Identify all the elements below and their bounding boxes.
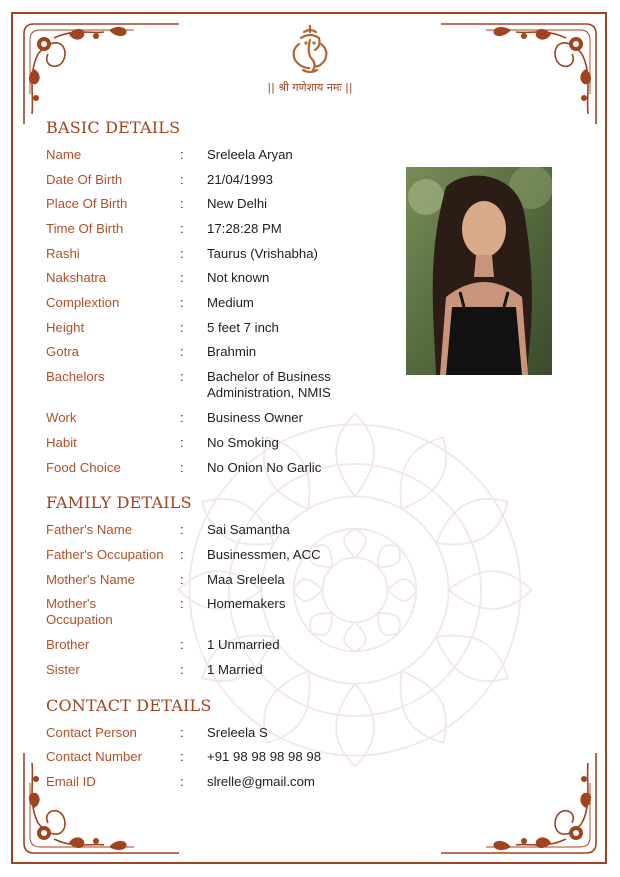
field-label: Brother (46, 637, 90, 652)
section-title-family-details: FAMILY DETAILS (46, 493, 192, 512)
field-value: 1 Married (207, 662, 263, 677)
field-label: Mother's Occupation (46, 596, 113, 627)
separator: : (180, 410, 184, 425)
field-value: Sreleela S (207, 725, 268, 740)
field-value: Homemakers (207, 596, 286, 611)
field-value: No Onion No Garlic (207, 460, 322, 475)
field-label: Gotra (46, 344, 79, 359)
separator: : (180, 270, 184, 285)
field-label: Father's Name (46, 522, 133, 537)
separator: : (180, 547, 184, 562)
field-label: Complextion (46, 295, 120, 310)
detail-row-mothers-occupation (46, 596, 426, 632)
separator: : (180, 774, 184, 789)
field-label: Name (46, 147, 82, 162)
field-value: Bachelor of Business Administration, NMIS (207, 369, 331, 400)
section-title-contact-details: CONTACT DETAILS (46, 696, 212, 715)
separator: : (180, 196, 184, 211)
field-value: 1 Unmarried (207, 637, 280, 652)
field-label: Height (46, 320, 85, 335)
section-title-basic-details: BASIC DETAILS (46, 118, 181, 137)
field-label: Habit (46, 435, 77, 450)
field-value: Business Owner (207, 410, 304, 425)
floral-corner-ornament-icon (441, 14, 606, 139)
field-value: Medium (207, 295, 254, 310)
separator: : (180, 147, 184, 162)
separator: : (180, 572, 184, 587)
field-label: Contact Person (46, 725, 137, 740)
detail-row-bachelors (46, 369, 426, 405)
field-label: Bachelors (46, 369, 105, 384)
field-label: Contact Number (46, 749, 143, 764)
separator: : (180, 596, 184, 611)
field-label: Date Of Birth (46, 172, 123, 187)
field-value: Not known (207, 270, 270, 285)
field-label: Mother's Name (46, 572, 135, 587)
detail-row-email-id (46, 774, 426, 810)
field-label: Food Choice (46, 460, 121, 475)
field-value: 21/04/1993 (207, 172, 274, 187)
separator: : (180, 221, 184, 236)
separator: : (180, 749, 184, 764)
field-value: New Delhi (207, 196, 268, 211)
separator: : (180, 172, 184, 187)
field-value: 17:28:28 PM (207, 221, 282, 236)
field-label: Time Of Birth (46, 221, 124, 236)
field-value: Sai Samantha (207, 522, 290, 537)
field-label: Nakshatra (46, 270, 107, 285)
field-label: Father's Occupation (46, 547, 164, 562)
field-value: Businessmen, ACC (207, 547, 321, 562)
separator: : (180, 662, 184, 677)
detail-row-food-choice (46, 460, 426, 496)
separator: : (180, 320, 184, 335)
separator: : (180, 637, 184, 652)
field-label: Place Of Birth (46, 196, 128, 211)
separator: : (180, 522, 184, 537)
field-label: Sister (46, 662, 80, 677)
field-value: Maa Sreleela (207, 572, 285, 587)
field-value: Taurus (Vrishabha) (207, 246, 318, 261)
separator: : (180, 295, 184, 310)
field-value: +91 98 98 98 98 98 (207, 749, 322, 764)
separator: : (180, 725, 184, 740)
separator: : (180, 369, 184, 384)
field-label: Email ID (46, 774, 96, 789)
ganesh-mantra: || श्री गणेशाय नमः || (267, 81, 353, 94)
separator: : (180, 344, 184, 359)
field-label: Work (46, 410, 77, 425)
field-value: 5 feet 7 inch (207, 320, 279, 335)
separator: : (180, 460, 184, 475)
separator: : (180, 435, 184, 450)
ganesha-icon (287, 22, 333, 76)
field-label: Rashi (46, 246, 80, 261)
field-value: Sreleela Aryan (207, 147, 293, 162)
field-value: No Smoking (207, 435, 279, 450)
separator: : (180, 246, 184, 261)
floral-corner-ornament-icon (441, 738, 606, 863)
detail-row-sister (46, 662, 426, 698)
profile-photo (406, 167, 552, 375)
field-value: Brahmin (207, 344, 257, 359)
field-value: slrelle@gmail.com (207, 774, 315, 789)
